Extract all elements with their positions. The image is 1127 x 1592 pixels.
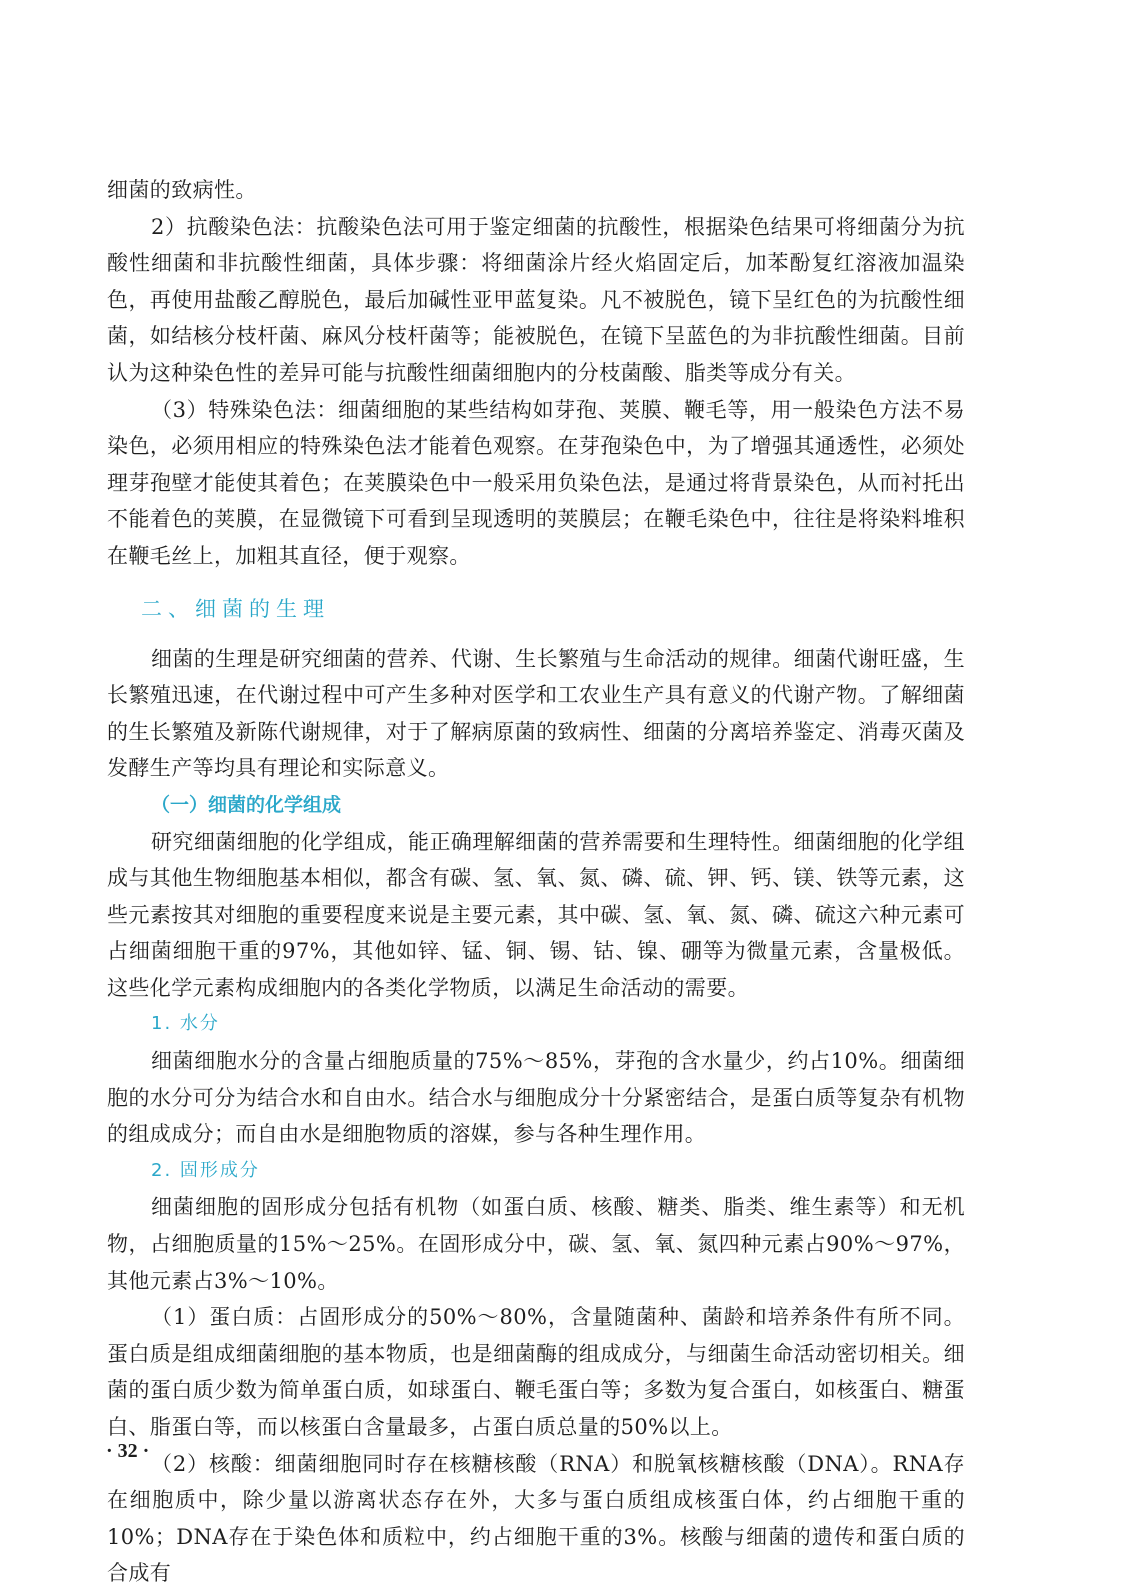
- paragraph-1: 细菌的致病性。: [107, 178, 257, 202]
- item-heading-solids: 2. 固形成分: [151, 1159, 260, 1181]
- paragraph-8: （1）蛋白质：占固形成分的50%～80%，含量随菌种、菌龄和培养条件有所不同。蛋白质是组成细菌细胞的基本物质，也是细菌酶的组成成分，与细菌生命活动密切相关。细菌的蛋白质少数为简单蛋白质，如球蛋白、鞭毛蛋白等；多数为复合蛋白，如核蛋白、糖蛋白、脂蛋白等，而以核蛋白含量最多，占蛋白质总量的50%以上。: [107, 1305, 965, 1439]
- paragraph-6: 细菌细胞水分的含量占细胞质量的75%～85%，芽孢的含水量少，约占10%。细菌细胞的水分可分为结合水和自由水。结合水与细胞成分十分紧密结合，是蛋白质等复杂有机物的组成成分；而自由水是细胞物质的溶媒，参与各种生理作用。: [107, 1049, 965, 1147]
- item-heading-water: 1. 水分: [151, 1013, 220, 1035]
- paragraph-4: 细菌的生理是研究细菌的营养、代谢、生长繁殖与生命活动的规律。细菌代谢旺盛，生长繁殖迅速，在代谢过程中可产生多种对医学和工农业生产具有意义的代谢产物。了解细菌的生长繁殖及新陈代谢规律，对于了解病原菌的致病性、细菌的分离培养鉴定、消毒灭菌及发酵生产等均具有理论和实际意义。: [107, 646, 965, 781]
- section-heading: 二、细菌的生理: [141, 596, 330, 621]
- paragraph-9: （2）核酸：细菌细胞同时存在核糖核酸（RNA）和脱氧核糖核酸（DNA）。RNA存在细胞质中，除少量以游离状态存在外，大多与蛋白质组成核蛋白体，约占细胞干重的10%；DNA存在于染色体和质粒中，约占细胞干重的3%。核酸与细菌的遗传和蛋白质的合成有: [107, 1451, 965, 1586]
- page-number: · 32 ·: [106, 1440, 150, 1462]
- paragraph-3: （3）特殊染色法：细菌细胞的某些结构如芽孢、荚膜、鞭毛等，用一般染色方法不易染色，必须用相应的特殊染色法才能着色观察。在芽孢染色中，为了增强其通透性，必须处理芽孢壁才能使其着色；在荚膜染色中一般采用负染色法，是通过将背景染色，从而衬托出不能着色的荚膜，在显微镜下可看到呈现透明的荚膜层；在鞭毛染色中，往往是将染料堆积在鞭毛丝上，加粗其直径，便于观察。: [107, 397, 965, 568]
- paragraph-2: 2）抗酸染色法：抗酸染色法可用于鉴定细菌的抗酸性，根据染色结果可将细菌分为抗酸性细菌和非抗酸性细菌，具体步骤：将细菌涂片经火焰固定后，加苯酚复红溶液加温染色，再使用盐酸乙醇脱色，最后加碱性亚甲蓝复染。凡不被脱色，镜下呈红色的为抗酸性细菌，如结核分枝杆菌、麻风分枝杆菌等；能被脱色，在镜下呈蓝色的为非抗酸性细菌。目前认为这种染色性的差异可能与抗酸性细菌细胞内的分枝菌酸、脂类等成分有关。: [107, 214, 965, 385]
- paragraph-7: 细菌细胞的固形成分包括有机物（如蛋白质、核酸、糖类、脂类、维生素等）和无机物，占细胞质量的15%～25%。在固形成分中，碳、氢、氧、氮四种元素占90%～97%，其他元素占3%～10%。: [107, 1195, 965, 1293]
- main-text: [107, 172, 965, 1592]
- paragraph-5: 研究细菌细胞的化学组成，能正确理解细菌的营养需要和生理特性。细菌细胞的化学组成与其他生物细胞基本相似，都含有碳、氢、氧、氮、磷、硫、钾、钙、镁、铁等元素，这些元素按其对细胞的重要程度来说是主要元素，其中碳、氢、氧、氮、磷、硫这六种元素可占细菌细胞干重的97%，其他如锌、锰、铜、锡、钴、镍、硼等为微量元素，含量极低。这些化学元素构成细胞内的各类化学物质，以满足生命活动的需要。: [107, 829, 965, 1000]
- subsection-heading: （一）细菌的化学组成: [151, 793, 342, 816]
